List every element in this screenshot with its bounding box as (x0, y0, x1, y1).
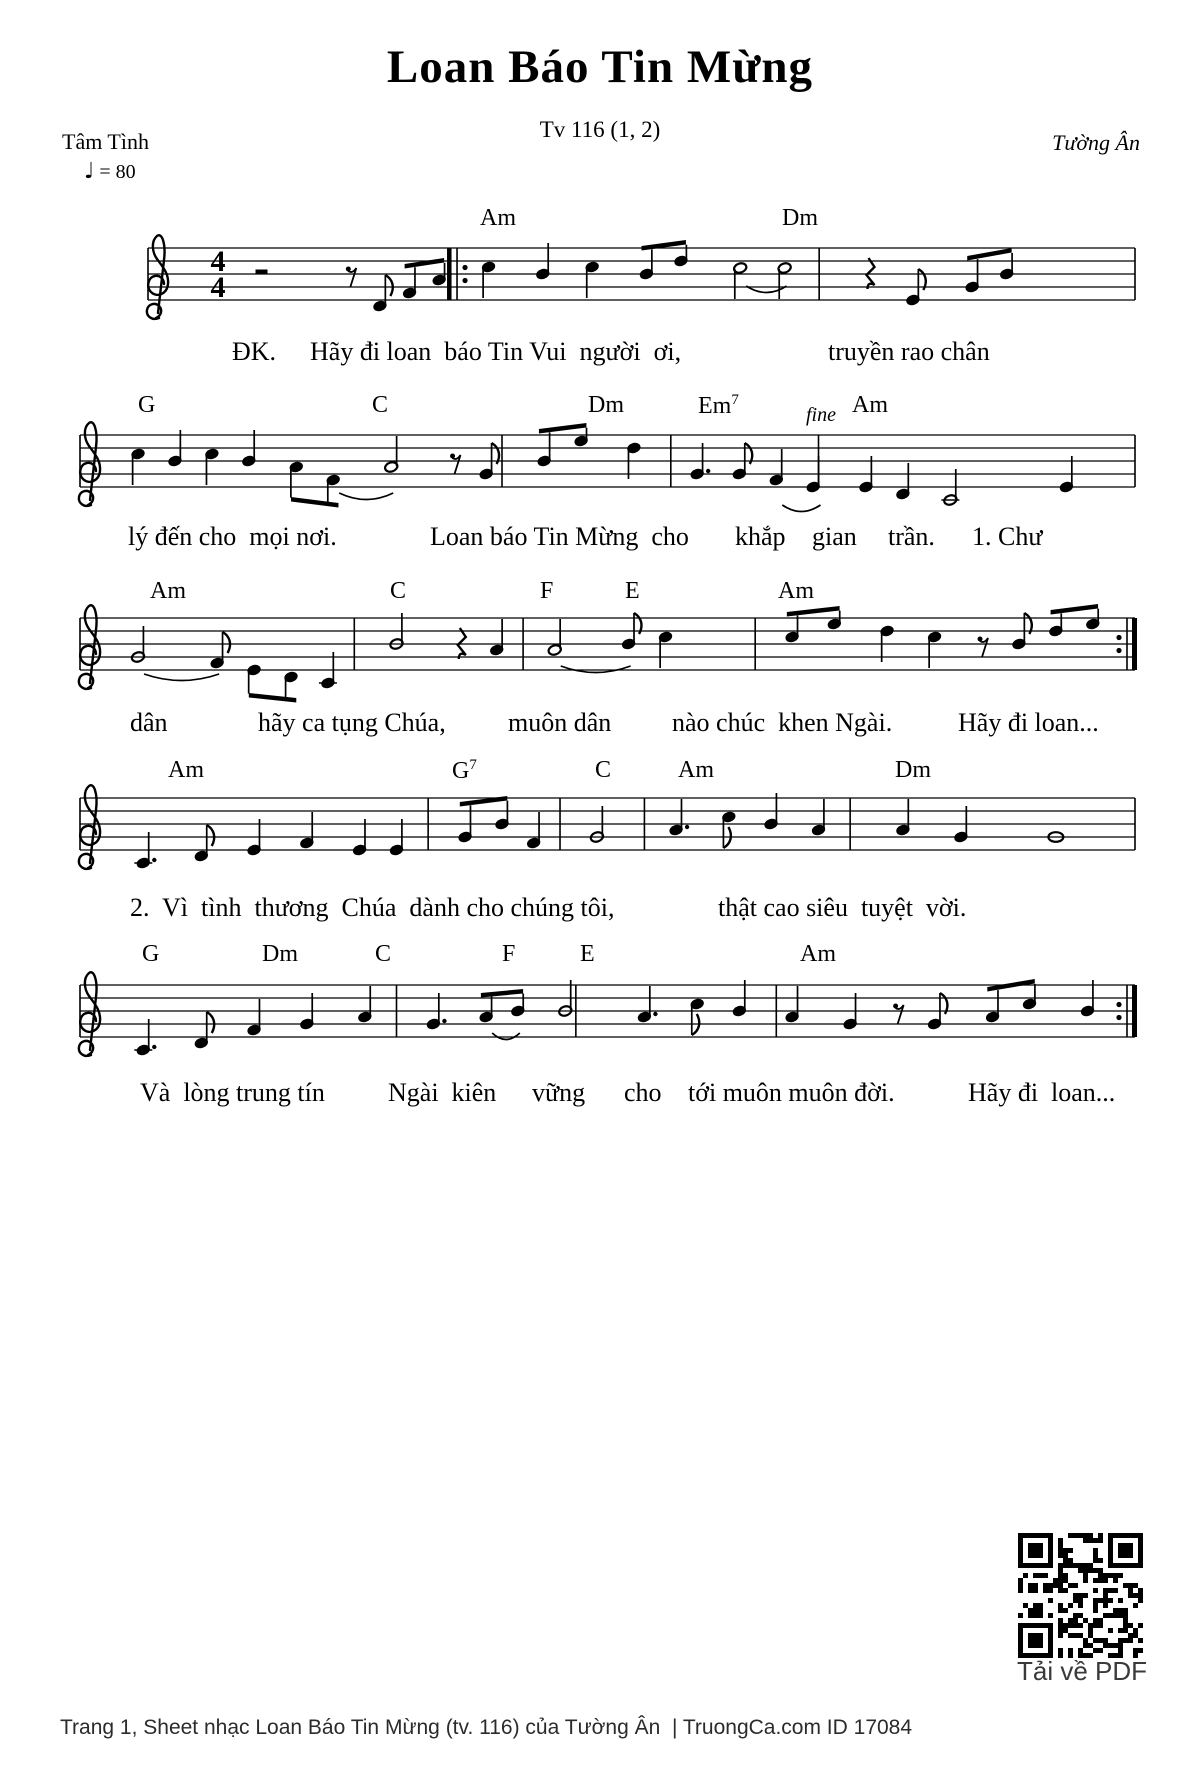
note (510, 994, 525, 1018)
lyric-segment: 1. Chư (972, 522, 1043, 551)
footer-credit: Trang 1, Sheet nhạc Loan Báo Tin Mừng (tv. 116) của Tường Ân | TruongCa.com ID 17084 (60, 1716, 913, 1739)
note (1022, 984, 1037, 1010)
lyric-segment: trần. (888, 522, 935, 551)
note (999, 253, 1014, 280)
rest (256, 270, 268, 275)
song-title: Loan Báo Tin Mừng (386, 41, 814, 93)
beam (539, 423, 586, 434)
svg-text:4: 4 (210, 245, 226, 278)
beam (405, 258, 444, 269)
beam (787, 606, 840, 617)
beam (481, 989, 523, 998)
rest (450, 454, 461, 475)
tie-slur (144, 674, 219, 681)
note (690, 998, 705, 1035)
chord-label: Am (778, 578, 814, 604)
note (896, 799, 911, 836)
beam (1051, 604, 1098, 615)
beam (967, 248, 1011, 261)
rest (893, 1004, 904, 1025)
note (481, 261, 496, 298)
note (204, 448, 219, 485)
composer-name: Tường Ân (1052, 130, 1140, 155)
tempo-marking (84, 159, 136, 184)
chord-label: C (390, 578, 407, 604)
note (194, 1012, 214, 1049)
beam (642, 240, 686, 251)
note (326, 474, 341, 503)
note (537, 432, 552, 467)
note (357, 986, 372, 1023)
note (777, 262, 792, 299)
genre-label: Tâm Tình (62, 129, 149, 154)
beam (249, 693, 296, 703)
note (721, 811, 736, 848)
lyric-segment: lý đến cho mọi nơi. (128, 522, 337, 551)
note (1085, 609, 1100, 631)
chord-label: F (540, 578, 554, 604)
note (785, 615, 800, 643)
chord-label: Am (150, 578, 186, 604)
lyric-segment: truyền rao chân (828, 337, 990, 366)
chord-label: Am (678, 757, 714, 783)
note (210, 632, 230, 669)
note (585, 261, 600, 298)
note (373, 275, 393, 312)
note (658, 631, 673, 668)
lyric-segment: Loan báo Tin Mừng cho (430, 522, 689, 551)
note (985, 990, 1000, 1023)
lyric-segment: dân (130, 708, 168, 737)
lyric-segment: nào chúc khen Ngài. (672, 708, 893, 737)
note (247, 664, 262, 694)
rest (346, 267, 357, 288)
note (489, 619, 504, 656)
fine-marking: fine (806, 404, 836, 426)
qr-code[interactable] (1018, 1533, 1143, 1658)
lyric-segment: hãy ca tụng Chúa, (258, 708, 446, 737)
lyric-segment: Và lòng trung tín (140, 1078, 325, 1107)
lyric-segment: Hãy đi loan... (958, 708, 1099, 737)
chord-label: Em$^7$ (698, 392, 739, 419)
chord-label: Dm (782, 205, 818, 231)
chord-label: F (502, 941, 516, 967)
download-pdf-label[interactable]: Tải về PDF (1016, 1656, 1148, 1686)
chord-label: Am (480, 205, 516, 231)
lyric-segment: Hãy đi loan... (968, 1078, 1116, 1107)
chord-label: Dm (262, 941, 298, 967)
note (965, 259, 980, 293)
note (495, 801, 510, 831)
note (1048, 613, 1063, 637)
staff-lines (80, 618, 1135, 670)
tie-slur (339, 493, 393, 500)
lyric-segment: gian (812, 522, 857, 551)
lyric-segment: Hãy đi loan báo Tin Vui người ơi, (310, 337, 682, 366)
quarter-note-icon: ♩ (84, 159, 95, 184)
chord-label: C (372, 392, 389, 418)
note (526, 812, 541, 849)
lyric-segment: vững (532, 1078, 586, 1107)
lyric-segment: cho (624, 1078, 662, 1107)
staff-lines (80, 985, 1135, 1037)
note (247, 999, 262, 1036)
tie-slur (492, 1033, 520, 1040)
rest (978, 637, 989, 658)
song-subtitle: Tv 116 (1, 2) (539, 117, 661, 142)
note (927, 631, 942, 668)
note (639, 249, 654, 280)
note (289, 461, 304, 498)
tie-slur (561, 666, 631, 673)
note (384, 436, 399, 473)
staff-system-5 (70, 930, 1145, 1080)
note (827, 611, 842, 631)
lyric-segment: khắp (735, 522, 786, 551)
tie-slur (782, 505, 820, 512)
chord-label: Am (852, 392, 888, 418)
note (733, 262, 748, 299)
note (131, 448, 146, 485)
note (637, 986, 658, 1023)
chord-label: Dm (588, 392, 624, 418)
chord-label: G (142, 941, 160, 967)
tempo-value: = 80 (99, 161, 136, 183)
svg-text:4: 4 (210, 271, 226, 304)
note (299, 812, 314, 849)
note (769, 449, 784, 486)
staff-system-1 (138, 193, 1145, 343)
note (284, 671, 299, 698)
staff-system-3 (70, 563, 1145, 713)
chord-label: Dm (895, 757, 931, 783)
staff-lines (80, 798, 1135, 850)
chord-label: C (375, 941, 392, 967)
note (785, 986, 800, 1023)
lyric-segment: muôn dân (508, 708, 612, 737)
lyric-segment: Ngài kiên (388, 1078, 497, 1107)
note (402, 267, 417, 299)
lyric-segment: ĐK. (232, 337, 277, 366)
note (811, 799, 826, 836)
chord-label: G (138, 392, 156, 418)
note (479, 997, 494, 1024)
note (194, 825, 214, 862)
chord-label: E (580, 941, 595, 967)
chord-label: C (595, 757, 612, 783)
lyric-segment: thật cao siêu tuyệt vời. (718, 893, 967, 922)
lyric-segment: tới muôn muôn đời. (688, 1078, 895, 1107)
note (574, 428, 589, 448)
staff-lines (80, 435, 1135, 487)
note (547, 619, 562, 656)
time-signature (211, 245, 226, 304)
lyric-segment: 2. Vì tình thương Chúa dành cho chúng tôi, (130, 893, 615, 922)
note (896, 463, 911, 500)
note (669, 799, 690, 836)
chord-label: Am (168, 757, 204, 783)
chord-label: Am (800, 941, 836, 967)
beam (291, 497, 338, 508)
chord-label: $G^7$ (452, 757, 477, 784)
chord-label: E (625, 578, 640, 604)
